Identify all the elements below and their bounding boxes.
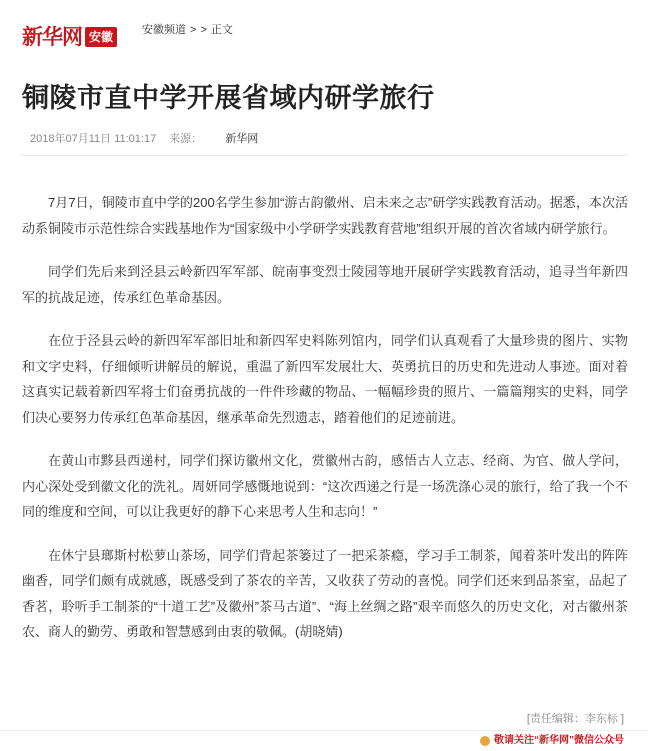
breadcrumb-current: 正文 — [210, 24, 233, 36]
breadcrumb-separator: > — [190, 24, 197, 36]
breadcrumb — [142, 23, 237, 37]
logo-text: 新华网 — [22, 24, 82, 49]
publish-time: 2018年07月11日 11:01:17 — [30, 133, 157, 145]
paragraph: 7月7日，铜陵市直中学的200名学生参加“游古韵徽州、启未来之志”研学实践教育活动。据悉，本次活动系铜陵市示范性综合实践基地作为“国家级中小学研学实践教育营地”组织开展的首次省域内研学旅行。 — [22, 195, 628, 236]
footer-bar — [0, 730, 648, 751]
top-bar — [0, 0, 648, 64]
responsible-editor: [责任编辑：李东标 ] — [526, 713, 624, 725]
paragraph: 同学们先后来到泾县云岭新四军军部、皖南事变烈士陵园等地开展研学实践教育活动，追寻当年新四军的抗战足迹，传承红色革命基因。 — [22, 264, 628, 305]
wechat-icon — [480, 736, 490, 746]
source-label: 来源： — [169, 133, 203, 145]
breadcrumb-separator: > — [200, 24, 207, 36]
logo-badge: 安徽 — [85, 27, 117, 47]
article-body — [22, 190, 628, 663]
source-name: 新华网 — [225, 133, 259, 145]
site-logo[interactable] — [22, 25, 117, 49]
header-divider — [20, 155, 628, 156]
article-title: 铜陵市直中学开展省域内研学旅行 — [22, 83, 435, 113]
paragraph: 在位于泾县云岭的新四军军部旧址和新四军史料陈列馆内，同学们认真观看了大量珍贵的图片、实物和文字史料，仔细倾听讲解员的解说，重温了新四军发展壮大、英勇抗日的历史和先进动人事迹。面对着这真实记载着新四军将士们奋勇抗战的一件件珍藏的物品、一幅幅珍贵的照片、一篇篇翔实的史料，同学们决心要努力传承红色革命基因，继承革命先烈遗志，踏着他们的足迹前进。 — [22, 333, 628, 425]
wechat-follow-text: 敬请关注“新华网”微信公众号 — [494, 735, 624, 746]
article-meta — [30, 132, 258, 146]
breadcrumb-channel-link[interactable]: 安徽频道 — [142, 24, 186, 36]
paragraph: 在黄山市黟县西递村，同学们探访徽州文化，赏徽州古韵，感悟古人立志、经商、为官、做人学问，内心深处受到徽文化的洗礼。周妍同学感慨地说到：“这次西递之行是一场洗涤心灵的旅行，给了我一个不同的维度和空间，可以让我更好的静下心来思考人生和志向！” — [22, 453, 628, 519]
wechat-follow-link[interactable] — [480, 735, 624, 747]
paragraph: 在休宁县瑯斯村松萝山茶场，同学们背起茶篓过了一把采茶瘾，学习手工制茶，闻着茶叶发出的阵阵幽香，同学们颇有成就感，既感受到了茶农的辛苦，又收获了劳动的喜悦。同学们还来到品茶室，品起了香茗，聆听手工制茶的“十道工艺”及徽州”茶马古道”、“海上丝绸之路”艰辛而悠久的历史文化，对古徽州茶农、商人的勤劳、勇敢和智慧感到由衷的敬佩。(胡晓婧) — [22, 547, 628, 639]
